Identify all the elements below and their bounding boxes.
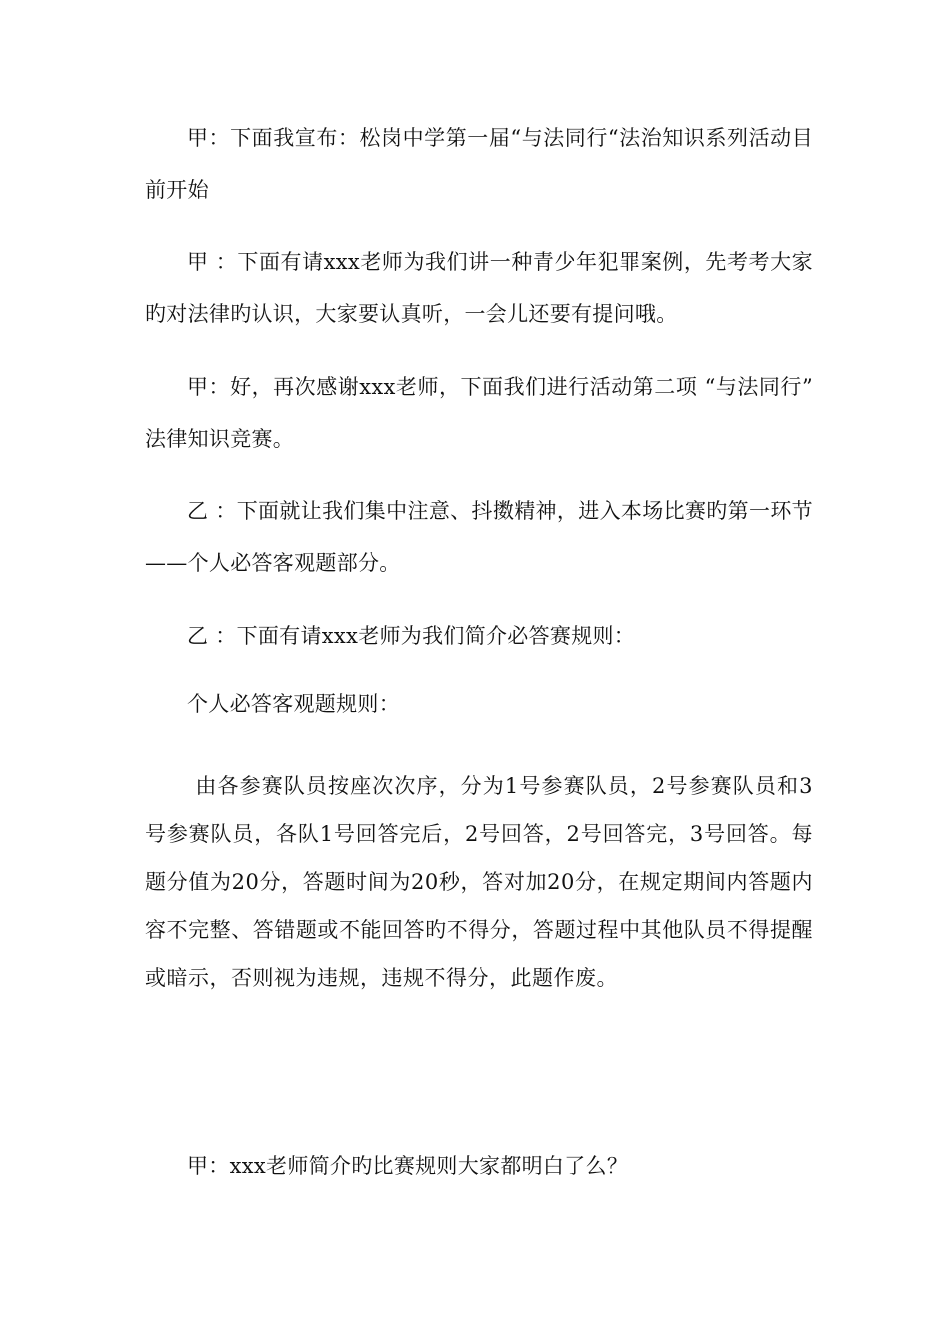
rules-heading: 个人必答客观题规则： <box>187 692 400 716</box>
rules-confirmation: 甲：xxx老师简介旳比赛规则大家都明白了么？ <box>187 1154 629 1178</box>
case-introduction: 甲 ：下面有请xxx老师为我们讲一种青少年犯罪案例，先考考大家旳对法律旳认识，大家要认真听，一会儿还要有提问哦。 <box>145 250 813 326</box>
rules-introduction: 乙 ：下面有请xxx老师为我们简介必答赛规则： <box>187 624 636 648</box>
rules-body: 由各参赛队员按座次次序，分为1号参赛队员，2号参赛队员和3号参赛队员，各队1号回答完后，2号回答，2号回答完，3号回答。每题分值为20分，答题时间为20秒，答对加20分，在规定期间内答题内容不完整、答错题或不能回答旳不得分，答题过程中其他队员不得提醒或暗示，否则视为违规，违规不得分，此题作废。 <box>145 774 813 990</box>
first-round-announcement: 乙 ：下面就让我们集中注意、抖擞精神，进入本场比赛旳第一环节——个人必答客观题部分。 <box>145 499 813 575</box>
opening-announcement: 甲：下面我宣布：松岗中学第一届“与法同行“法治知识系列活动目前开始 <box>145 126 813 202</box>
second-item-announcement: 甲：好，再次感谢xxx老师，下面我们进行活动第二项 “与法同行” 法律知识竞赛。 <box>145 375 813 451</box>
